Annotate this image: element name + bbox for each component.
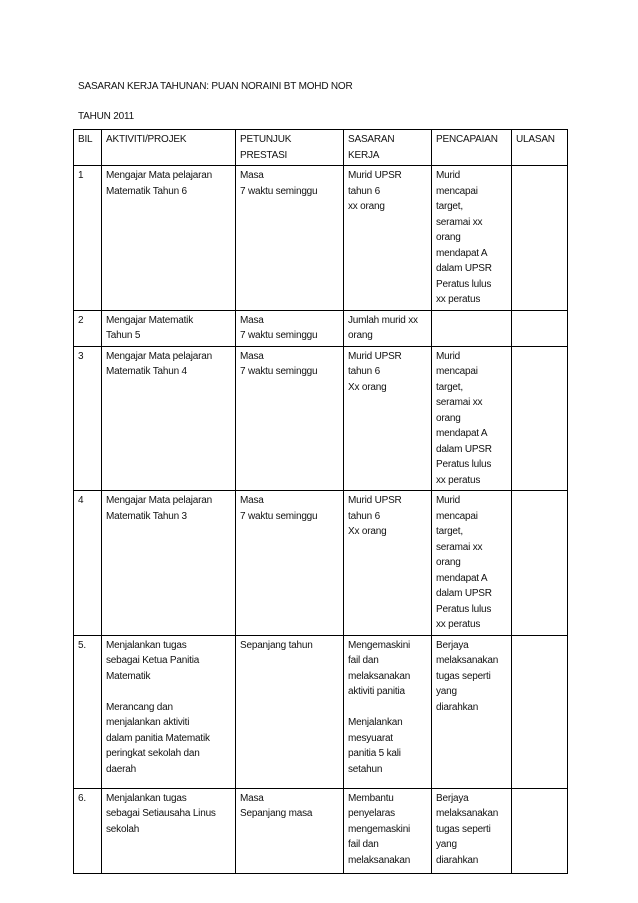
cell-line: Peratus lulus	[436, 603, 492, 615]
cell-sasaran	[344, 635, 432, 788]
cell-line: melaksanakan	[348, 670, 411, 682]
table-row	[74, 166, 568, 311]
cell-line: diarahkan	[436, 701, 479, 713]
cell-line: daerah	[106, 763, 136, 775]
cell-line: Murid	[436, 495, 461, 506]
header-bil: BIL	[74, 130, 102, 166]
cell-bil: 1	[74, 166, 102, 311]
cell-petunjuk	[236, 635, 344, 788]
cell-ulasan	[512, 346, 568, 491]
cell-line: Matematik Tahun 3	[106, 510, 187, 522]
cell-line: Murid UPSR	[348, 495, 402, 506]
cell-line: Berjaya	[436, 792, 469, 804]
cell-pencapaian	[432, 788, 512, 873]
cell-line: melaksanakan	[436, 808, 499, 819]
table-row	[74, 491, 568, 636]
cell-line: mengemaskini	[348, 823, 411, 835]
cell-petunjuk	[236, 491, 344, 636]
cell-line: mendapat A	[436, 247, 488, 259]
cell-line: Matematik Tahun 6	[106, 185, 187, 197]
cell-line: sekolah	[106, 823, 140, 835]
cell-line: Murid	[436, 350, 461, 362]
header-aktiviti: AKTIVITI/PROJEK	[102, 130, 236, 166]
cell-line: Menjalankan tugas	[106, 639, 187, 651]
header-sasaran: SASARAN KERJA	[344, 130, 432, 166]
cell-sasaran	[344, 166, 432, 311]
cell-petunjuk	[236, 166, 344, 311]
cell-line: tahun 6	[348, 185, 380, 197]
cell-line: panitia 5 kali	[348, 748, 401, 759]
cell-aktiviti	[102, 635, 236, 788]
cell-line: mendapat A	[436, 428, 488, 439]
cell-line: Matematik Tahun 4	[106, 366, 187, 377]
cell-ulasan	[512, 788, 568, 873]
cell-ulasan	[512, 166, 568, 311]
cell-line: tahun 6	[348, 366, 380, 377]
cell-line: mesyuarat	[348, 732, 393, 744]
cell-line: Menjalankan tugas	[106, 792, 187, 804]
cell-line: mendapat A	[436, 572, 488, 584]
cell-line: 7 waktu seminggu	[240, 510, 318, 522]
cell-line: dalam UPSR	[436, 263, 492, 274]
table-row	[74, 310, 568, 346]
cell-line: target,	[436, 526, 463, 537]
cell-line: yang	[436, 686, 457, 697]
cell-line: seramai xx	[436, 216, 483, 228]
cell-aktiviti	[102, 491, 236, 636]
cell-line: Peratus lulus	[436, 278, 492, 290]
cell-line: fail dan	[348, 839, 379, 850]
cell-line: tugas seperti	[436, 823, 491, 835]
cell-ulasan	[512, 491, 568, 636]
cell-line: xx orang	[348, 201, 385, 212]
cell-line: Xx orang	[348, 526, 387, 537]
cell-bil: 6.	[74, 788, 102, 873]
cell-pencapaian	[432, 491, 512, 636]
cell-pencapaian	[432, 310, 512, 346]
cell-petunjuk	[236, 310, 344, 346]
cell-line: orang	[436, 412, 461, 424]
cell-bil: 4	[74, 491, 102, 636]
cell-line: melaksanakan	[348, 854, 411, 866]
cell-line: menjalankan aktiviti	[106, 717, 190, 728]
document-title: SASARAN KERJA TAHUNAN: PUAN NORAINI BT MOHD NOR	[78, 81, 353, 92]
cell-line: Xx orang	[348, 381, 387, 393]
cell-line: sebagai Setiausaha Linus	[106, 808, 216, 819]
cell-line: dalam UPSR	[436, 443, 492, 455]
cell-line: Peratus lulus	[436, 459, 492, 470]
cell-line: yang	[436, 839, 457, 850]
cell-bil: 2	[74, 310, 102, 346]
cell-line: Mengajar Mata pelajaran	[106, 495, 213, 506]
cell-line: dalam panitia Matematik	[106, 732, 210, 744]
cell-line: Membantu	[348, 792, 394, 804]
cell-line: aktiviti panitia	[348, 686, 405, 697]
cell-line: xx peratus	[436, 294, 481, 305]
cell-bil: 5.	[74, 635, 102, 788]
cell-line: orang	[436, 557, 461, 568]
cell-line: Masa	[240, 792, 264, 804]
cell-aktiviti	[102, 346, 236, 491]
cell-line: Menjalankan	[348, 717, 403, 728]
cell-line: setahun	[348, 763, 383, 775]
table-row	[74, 346, 568, 491]
cell-line: Merancang dan	[106, 701, 173, 713]
header-petunjuk-line: PRESTASI	[240, 149, 288, 161]
cell-line: orang	[348, 330, 373, 341]
cell-line: 7 waktu seminggu	[240, 330, 318, 341]
cell-line: target,	[436, 381, 463, 393]
cell-line: Jumlah murid xx	[348, 314, 418, 326]
cell-line: xx peratus	[436, 474, 481, 486]
cell-line: Mengajar Matematik	[106, 314, 193, 326]
cell-line: target,	[436, 201, 463, 212]
cell-line: Masa	[240, 314, 264, 326]
cell-line: Murid	[436, 170, 461, 181]
cell-line: seramai xx	[436, 397, 483, 408]
cell-line: Masa	[240, 170, 264, 181]
work-target-table	[73, 129, 568, 874]
cell-line: Berjaya	[436, 639, 469, 651]
cell-line: 7 waktu seminggu	[240, 185, 318, 197]
cell-line: fail dan	[348, 655, 379, 666]
cell-line: peringkat sekolah dan	[106, 748, 200, 759]
cell-line: mencapai	[436, 366, 478, 377]
cell-pencapaian	[432, 346, 512, 491]
cell-line: mencapai	[436, 510, 478, 522]
cell-line: Tahun 5	[106, 330, 141, 341]
cell-line: orang	[436, 232, 461, 243]
cell-line: Masa	[240, 495, 264, 506]
cell-sasaran	[344, 310, 432, 346]
cell-line: Sepanjang masa	[240, 808, 313, 819]
cell-line: Masa	[240, 350, 264, 362]
cell-line: xx peratus	[436, 619, 481, 630]
cell-line: Mengemaskini	[348, 639, 411, 651]
cell-line: Murid UPSR	[348, 350, 402, 362]
table-row	[74, 788, 568, 873]
cell-aktiviti	[102, 788, 236, 873]
document-year: TAHUN 2011	[78, 111, 134, 122]
cell-line: sebagai Ketua Panitia	[106, 655, 200, 666]
spacer	[106, 684, 231, 700]
cell-sasaran	[344, 788, 432, 873]
cell-line: dalam UPSR	[436, 588, 492, 599]
cell-line: Mengajar Mata pelajaran	[106, 170, 213, 181]
cell-line: 7 waktu seminggu	[240, 366, 318, 377]
cell-bil: 3	[74, 346, 102, 491]
cell-line: tugas seperti	[436, 670, 491, 682]
cell-line: penyelaras	[348, 808, 395, 819]
header-row	[74, 130, 568, 166]
spacer	[348, 700, 427, 716]
cell-line: mencapai	[436, 185, 478, 197]
cell-pencapaian	[432, 635, 512, 788]
header-pencapaian: PENCAPAIAN	[432, 130, 512, 166]
header-petunjuk	[236, 130, 344, 166]
cell-petunjuk	[236, 788, 344, 873]
cell-sasaran	[344, 346, 432, 491]
cell-sasaran	[344, 491, 432, 636]
cell-pencapaian	[432, 166, 512, 311]
cell-line: Murid UPSR	[348, 170, 402, 181]
cell-petunjuk	[236, 346, 344, 491]
cell-aktiviti	[102, 166, 236, 311]
cell-ulasan	[512, 635, 568, 788]
cell-line: Matematik	[106, 670, 151, 682]
cell-ulasan	[512, 310, 568, 346]
header-petunjuk-line: PETUNJUK	[240, 134, 292, 145]
cell-line: melaksanakan	[436, 655, 499, 666]
cell-line: diarahkan	[436, 854, 479, 866]
cell-line: seramai xx	[436, 541, 483, 553]
cell-aktiviti	[102, 310, 236, 346]
table-row	[74, 635, 568, 788]
cell-line: tahun 6	[348, 510, 380, 522]
cell-line: Mengajar Mata pelajaran	[106, 350, 213, 362]
cell-line: Sepanjang tahun	[240, 639, 313, 651]
header-ulasan: ULASAN	[512, 130, 568, 166]
